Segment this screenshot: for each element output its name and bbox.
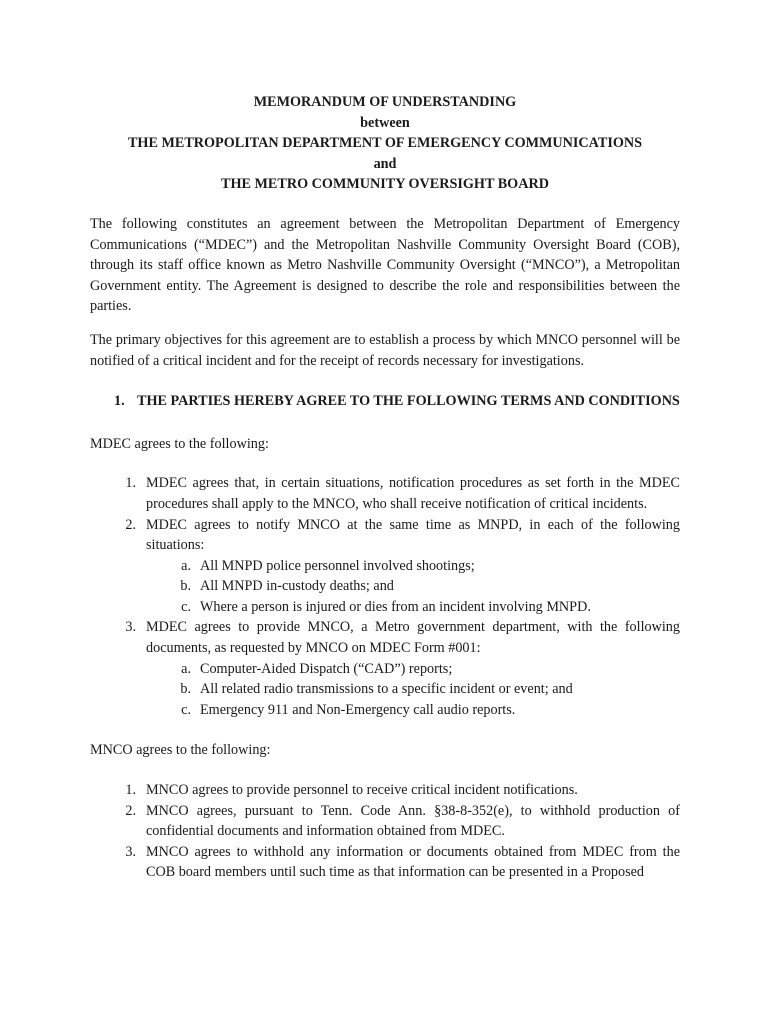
intro-paragraph-2: The primary objectives for this agreement are to establish a process by which MNCO personnel will be notified of a critical incident and for the receipt of records necessary for investigations. — [90, 331, 680, 369]
list-item-text: MDEC agrees to notify MNCO at the same time as MNPD, in each of the following situations: — [146, 516, 680, 554]
sublist-text: Where a person is injured or dies from an incident involving MNPD. — [200, 598, 591, 615]
intro-paragraph-1: The following constitutes an agreement between the Metropolitan Department of Emergency Communications (“MDEC”) and the Metropolitan Nashville Community Oversight Board (COB), through its staff office known as Metro Nashville Community Oversight (“MNCO”), a Metropolitan Government entity. The Agreement is designed to describe the role and responsibilities between the parties. — [90, 215, 680, 315]
title-line-3: THE METROPOLITAN DEPARTMENT OF EMERGENCY COMMUNICATIONS — [127, 135, 643, 152]
sublist-letter: c. — [181, 701, 191, 718]
list-item-text: MNCO agrees to provide personnel to receive critical incident notifications. — [146, 782, 578, 799]
document-page — [90, 92, 680, 883]
mdec-item-2-sublist — [146, 556, 680, 618]
mdec-list — [90, 473, 680, 720]
mnco-item-3 — [90, 842, 680, 883]
sublist-text: All MNPD in-custody deaths; and — [200, 578, 394, 595]
mdec-item-3 — [90, 617, 680, 720]
title-line-1: MEMORANDUM OF UNDERSTANDING — [253, 94, 517, 110]
sublist-item — [146, 700, 680, 721]
section-1-heading — [90, 391, 680, 412]
title-line-4: and — [373, 155, 397, 172]
list-number: 3. — [125, 843, 136, 860]
sublist-item — [146, 597, 680, 618]
sublist-item — [146, 556, 680, 577]
list-number: 2. — [125, 516, 136, 533]
mnco-list — [90, 780, 680, 883]
title-line-5: THE METRO COMMUNITY OVERSIGHT BOARD — [221, 176, 549, 193]
list-number: 3. — [125, 619, 136, 636]
list-item-text: MDEC agrees to provide MNCO, a Metro government department, with the following documents, as requested by MNCO on MDEC Form #001: — [146, 619, 680, 657]
list-number: 2. — [125, 802, 136, 819]
list-item-text: MNCO agrees to withhold any information or documents obtained from MDEC from the COB board members until such time as that information can be presented in a Proposed — [146, 843, 680, 881]
sublist-item — [146, 679, 680, 700]
mdec-item-2 — [90, 515, 680, 618]
sublist-text: All MNPD police personnel involved shootings; — [200, 557, 475, 574]
mnco-item-2 — [90, 801, 680, 842]
sublist-letter: a. — [181, 660, 191, 677]
mdec-item-1 — [90, 473, 680, 514]
sublist-letter: a. — [181, 557, 191, 574]
list-item-body — [136, 617, 680, 720]
sublist-item — [146, 576, 680, 597]
list-number: 1. — [125, 475, 136, 492]
mnco-intro: MNCO agrees to the following: — [90, 742, 271, 759]
sublist-letter: c. — [181, 598, 191, 615]
sublist-letter: b. — [180, 578, 191, 595]
section-1-title: THE PARTIES HEREBY AGREE TO THE FOLLOWING TERMS AND CONDITIONS — [137, 393, 680, 410]
sublist-letter: b. — [180, 681, 191, 698]
title-line-2: between — [360, 114, 410, 131]
sublist-text: Emergency 911 and Non-Emergency call audio reports. — [200, 701, 516, 718]
list-number: 1. — [125, 782, 136, 799]
list-item-text: MNCO agrees, pursuant to Tenn. Code Ann. §38-8-352(e), to withhold production of confidential documents and information obtained from MDEC. — [146, 802, 680, 840]
sublist-text: All related radio transmissions to a specific incident or event; and — [200, 681, 573, 698]
list-item-text: MDEC agrees that, in certain situations, notification procedures as set forth in the MDEC procedures shall apply to the MNCO, who shall receive notification of critical incidents. — [146, 475, 680, 512]
section-1-number: 1. — [114, 393, 125, 410]
mnco-item-1 — [90, 780, 680, 801]
mdec-item-3-sublist — [146, 659, 680, 721]
sublist-text: Computer-Aided Dispatch (“CAD”) reports; — [200, 660, 453, 677]
mdec-intro: MDEC agrees to the following: — [90, 435, 269, 452]
sublist-item — [146, 659, 680, 680]
list-item-body — [136, 515, 680, 618]
